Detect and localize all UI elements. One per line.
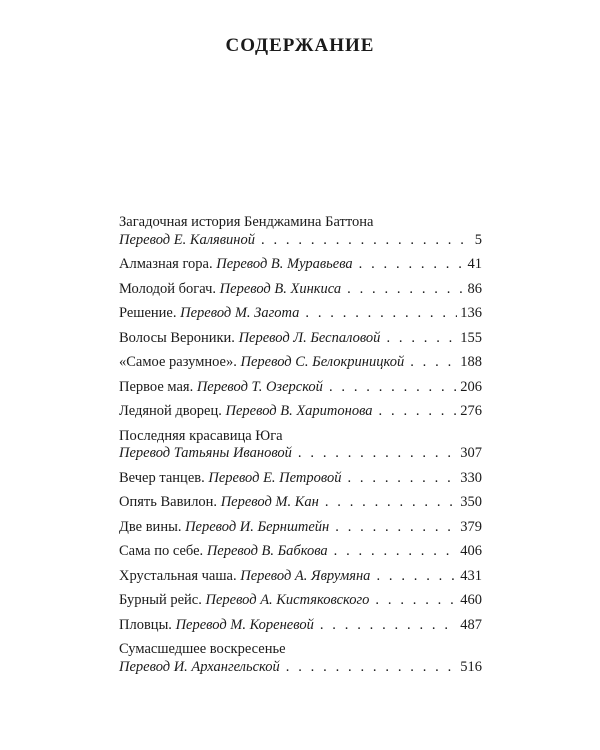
toc-entry: [119, 470, 482, 488]
toc-entry-title: Вечер танцев.: [119, 469, 205, 486]
page-title: СОДЕРЖАНИЕ: [225, 35, 375, 56]
toc-entry-title: Бурный рейс.: [119, 592, 202, 608]
toc-entry-page-number: 206: [460, 378, 482, 395]
toc-entry-translator: Перевод Татьяны Ивановой: [119, 445, 292, 461]
toc-entry-page-number: 307: [460, 445, 482, 461]
toc-entry-page-number: 5: [474, 231, 482, 248]
toc-entry-title: Сумасшедшее воскресенье: [119, 641, 286, 657]
toc-entry-page-number: 431: [460, 567, 482, 584]
toc-entry-translator: Перевод В. Хинкиса: [219, 280, 342, 297]
toc-entry-text: [119, 592, 369, 610]
toc-entry-title: «Самое разумное».: [119, 354, 237, 370]
toc-entry-text: [119, 256, 353, 274]
toc-entry-title: Пловцы.: [119, 616, 172, 633]
toc-entry-page-number: 155: [460, 329, 482, 346]
toc-entry: [119, 428, 482, 463]
toc-entry-row: [119, 519, 482, 537]
toc-entry: [119, 568, 482, 586]
toc-entry: [119, 641, 482, 676]
toc-entry-page-number: 276: [460, 403, 482, 419]
dot-leader: [329, 379, 457, 397]
toc-entry-title: Волосы Вероники.: [119, 329, 235, 346]
toc-entry-translator: Перевод С. Белокриницкой: [240, 354, 405, 370]
toc-entry-row: [119, 445, 482, 463]
toc-entry-title: Сама по себе.: [119, 543, 204, 559]
toc-entry-row: [119, 568, 482, 586]
toc-entry-text: [119, 617, 314, 635]
toc-entry-translator: Перевод В. Харитонова: [225, 403, 373, 419]
toc-entry-row: [119, 256, 482, 274]
dot-leader: [334, 543, 458, 561]
toc-entry-text: [119, 494, 319, 512]
toc-entry-row: [119, 494, 482, 512]
toc-entry-translator: Перевод М. Загота: [180, 305, 300, 321]
toc-entry-row: [119, 379, 482, 397]
toc-entry-row: [119, 281, 482, 299]
toc-entry-row: [119, 617, 482, 635]
toc-entry: [119, 592, 482, 610]
toc-entry-text: [119, 330, 380, 348]
toc-entry-text: [119, 519, 329, 537]
dot-leader: [379, 403, 458, 421]
toc-entry-page-number: 188: [460, 354, 482, 370]
toc-entry: [119, 214, 482, 249]
toc-entry: [119, 403, 482, 421]
dot-leader: [376, 568, 457, 586]
toc-entry-row: [119, 354, 482, 372]
toc-entry-text: [119, 305, 299, 323]
toc-entry-row: [119, 470, 482, 488]
toc-entry-title: Опять Вавилон.: [119, 494, 218, 510]
toc-entry: [119, 354, 482, 372]
toc-entry-page-number: 330: [460, 469, 482, 486]
dot-leader: [305, 305, 457, 323]
toc-entry-page-number: 379: [460, 518, 482, 535]
toc-entry: [119, 494, 482, 512]
toc-entry: [119, 281, 482, 299]
toc-entry-row: [119, 305, 482, 323]
toc-entry-text: [119, 379, 323, 397]
toc-entry-text: [119, 354, 404, 372]
toc-entry-page-number: 516: [460, 658, 482, 675]
toc-entry: [119, 543, 482, 561]
dot-leader: [286, 659, 457, 677]
toc-entry-title: Молодой богач.: [119, 280, 217, 297]
table-of-contents: [119, 214, 482, 683]
toc-entry-row: [119, 330, 482, 348]
dot-leader: [410, 354, 457, 372]
dot-leader: [325, 494, 457, 512]
toc-entry-page-number: 350: [460, 494, 482, 510]
toc-entry-title: Первое мая.: [119, 378, 194, 395]
toc-entry: [119, 617, 482, 635]
dot-leader: [375, 592, 457, 610]
toc-entry: [119, 379, 482, 397]
toc-entry-text: [119, 403, 373, 421]
toc-entry-row: [119, 659, 482, 677]
toc-entry-title: Две вины.: [119, 518, 182, 535]
toc-entry-page-number: 86: [467, 280, 482, 297]
toc-entry-translator: Перевод Е. Петровой: [208, 469, 342, 486]
toc-entry-text: [119, 568, 370, 586]
toc-entry-row: [119, 543, 482, 561]
toc-entry-translator: Перевод И. Архангельской: [119, 658, 280, 675]
dot-leader: [359, 256, 465, 274]
dot-leader: [298, 445, 457, 463]
toc-entry-page-number: 487: [460, 616, 482, 633]
toc-entry-page-number: 41: [467, 256, 482, 272]
toc-entry-row: [119, 403, 482, 421]
toc-entry-title: Решение.: [119, 305, 177, 321]
toc-entry-title: Ледяной дворец.: [119, 403, 222, 419]
toc-entry-translator: Перевод И. Бернштейн: [185, 518, 330, 535]
toc-entry-text: [119, 281, 341, 299]
toc-entry: [119, 256, 482, 274]
dot-leader: [347, 470, 457, 488]
toc-entry-page-number: 136: [460, 305, 482, 321]
toc-entry-page-number: 406: [460, 543, 482, 559]
dot-leader: [261, 232, 472, 250]
toc-entry-text: [119, 470, 341, 488]
toc-entry-translator: Перевод А. Яврумяна: [240, 567, 371, 584]
toc-entry-translator: Перевод М. Кан: [220, 494, 319, 510]
toc-entry-title: Загадочная история Бенджамина Баттона: [119, 214, 374, 230]
dot-leader: [347, 281, 464, 299]
toc-entry-translator: Перевод А. Кистяковского: [205, 592, 370, 608]
toc-entry-row: [119, 232, 482, 250]
toc-entry-translator: Перевод В. Муравьева: [216, 256, 353, 272]
toc-entry: [119, 305, 482, 323]
toc-entry-title: Последняя красавица Юга: [119, 427, 283, 444]
toc-entry: [119, 330, 482, 348]
dot-leader: [320, 617, 457, 635]
toc-entry-translator: Перевод Е. Калявиной: [119, 231, 256, 248]
toc-entry-row: [119, 592, 482, 610]
dot-leader: [335, 519, 457, 537]
toc-entry-title: Хрустальная чаша.: [119, 567, 237, 584]
dot-leader: [386, 330, 457, 348]
toc-entry-title: Алмазная гора.: [119, 256, 213, 272]
toc-entry-page-number: 460: [460, 592, 482, 608]
toc-entry-translator: Перевод Т. Озерской: [196, 378, 323, 395]
toc-entry-text: [119, 543, 328, 561]
toc-entry-translator: Перевод М. Кореневой: [175, 616, 314, 633]
toc-entry: [119, 519, 482, 537]
toc-entry-translator: Перевод В. Бабкова: [206, 543, 328, 559]
toc-entry-translator: Перевод Л. Беспаловой: [238, 329, 381, 346]
